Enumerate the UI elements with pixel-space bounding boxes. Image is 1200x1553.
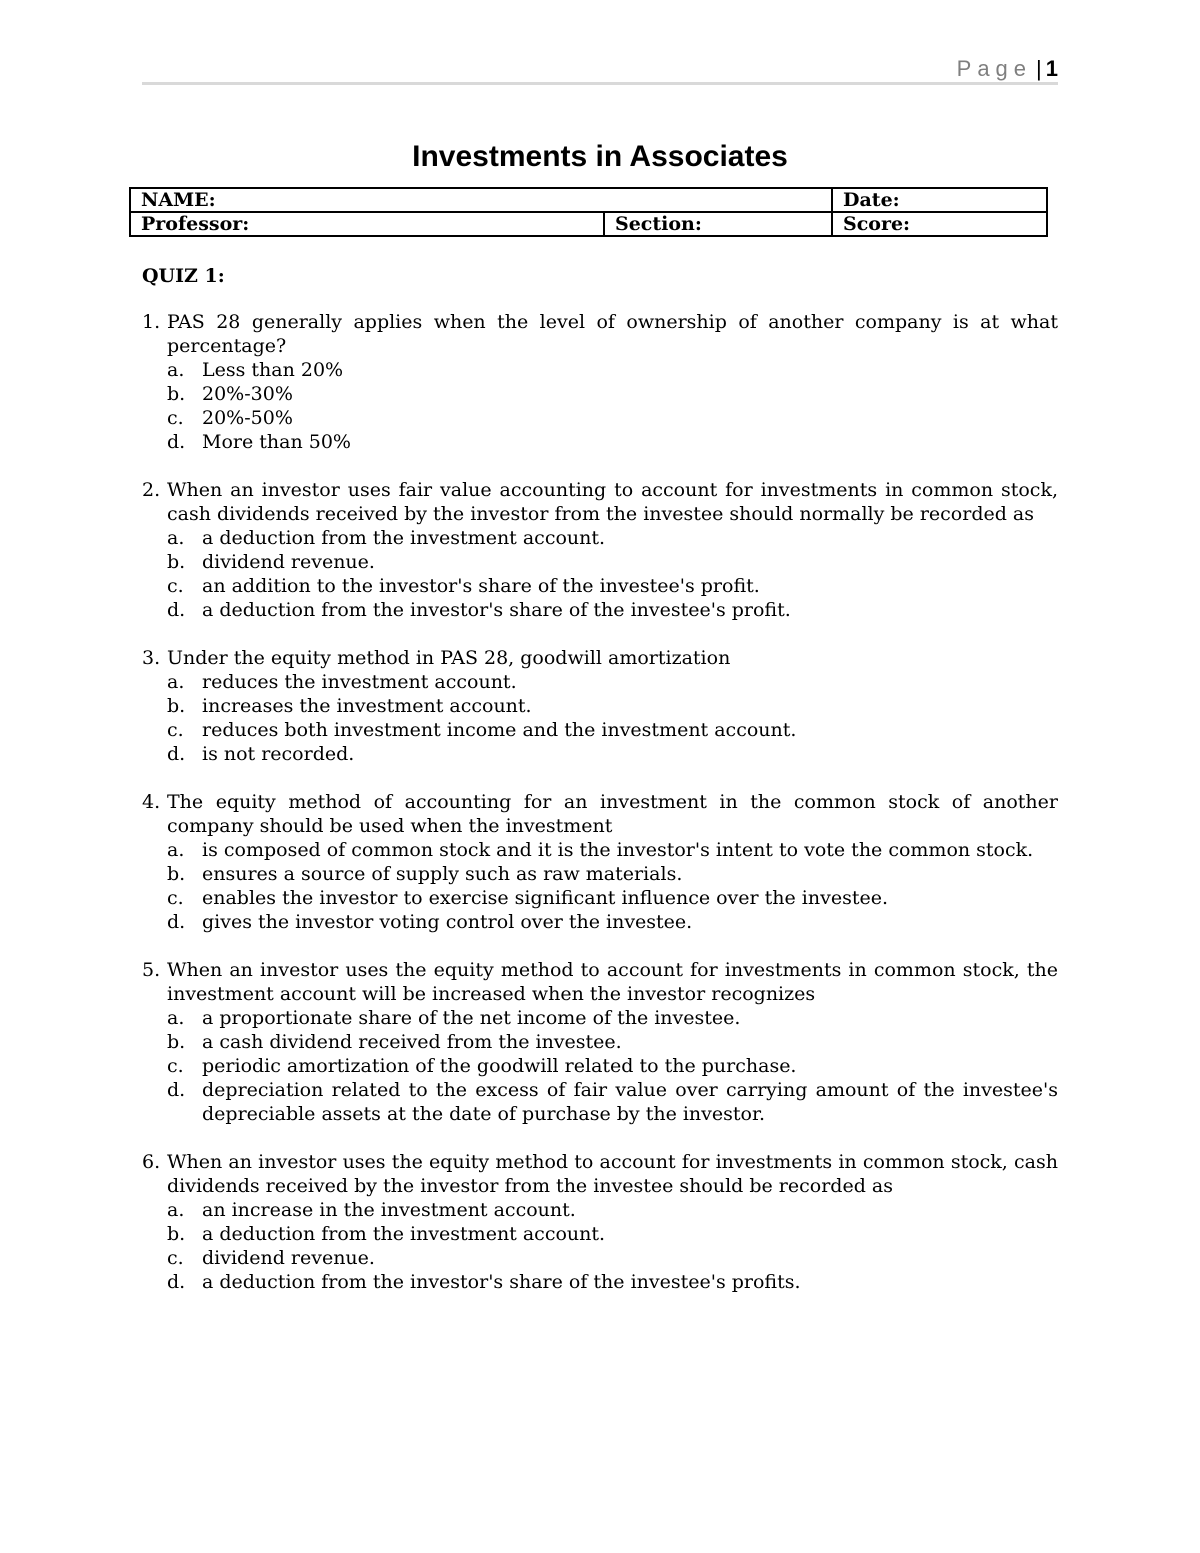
answer-option[interactable] — [167, 670, 1058, 694]
option-text: More than 50% — [202, 431, 351, 453]
option-letter: a. — [167, 527, 185, 549]
question-number: 2. — [142, 479, 161, 501]
question-item — [142, 958, 1058, 1126]
option-text: an addition to the investor's share of the investee's profit. — [202, 575, 760, 597]
option-letter: c. — [167, 719, 184, 741]
option-letter: c. — [167, 1247, 184, 1269]
option-text: 20%-50% — [202, 407, 293, 429]
question-row — [142, 1150, 1058, 1294]
score-field[interactable] — [832, 212, 1047, 236]
question-body — [167, 958, 1058, 1126]
question-text: Under the equity method in PAS 28, goodwill amortization — [167, 647, 731, 669]
question-body — [167, 1150, 1058, 1294]
option-text: is composed of common stock and it is the investor's intent to vote the common stock. — [202, 839, 1034, 861]
question-body — [167, 310, 1058, 454]
option-letter: d. — [167, 599, 186, 621]
question-body — [167, 790, 1058, 934]
question-item — [142, 1150, 1058, 1294]
question-row — [142, 310, 1058, 454]
option-text: gives the investor voting control over the investee. — [202, 911, 693, 933]
answer-option[interactable] — [167, 1030, 1058, 1054]
option-letter: a. — [167, 1007, 185, 1029]
option-text: a cash dividend received from the investee. — [202, 1031, 622, 1053]
option-text: a deduction from the investor's share of the investee's profits. — [202, 1271, 801, 1293]
question-text: When an investor uses the equity method to account for investments in common stock, cash dividends received by the investor from the investee should be recorded as — [167, 1151, 1058, 1197]
answer-option[interactable] — [167, 358, 1058, 382]
option-text: is not recorded. — [202, 743, 355, 765]
option-text: a deduction from the investment account. — [202, 1223, 606, 1245]
page-separator: | — [1036, 56, 1042, 81]
question-row — [142, 790, 1058, 934]
option-text: an increase in the investment account. — [202, 1199, 576, 1221]
answer-option[interactable] — [167, 1270, 1058, 1294]
answer-option[interactable] — [167, 742, 1058, 766]
question-number: 5. — [142, 959, 161, 981]
option-text: dividend revenue. — [202, 551, 375, 573]
option-text: a deduction from the investment account. — [202, 527, 606, 549]
option-letter: d. — [167, 743, 186, 765]
question-item — [142, 790, 1058, 934]
question-item — [142, 646, 1058, 766]
option-text: Less than 20% — [202, 359, 344, 381]
option-text: a proportionate share of the net income of the investee. — [202, 1007, 741, 1029]
question-list — [142, 310, 1058, 1318]
question-row — [142, 958, 1058, 1126]
option-letter: b. — [167, 695, 186, 717]
page-label: Page — [956, 56, 1033, 81]
option-letter: a. — [167, 671, 185, 693]
question-number: 4. — [142, 791, 161, 813]
answer-option[interactable] — [167, 526, 1058, 550]
question-text: PAS 28 generally applies when the level of ownership of another company is at what percentage? — [167, 311, 1058, 357]
answer-option[interactable] — [167, 574, 1058, 598]
option-text: reduces both investment income and the investment account. — [202, 719, 797, 741]
section-field[interactable] — [604, 212, 832, 236]
option-letter: c. — [167, 407, 184, 429]
question-number: 3. — [142, 647, 161, 669]
option-letter: a. — [167, 1199, 185, 1221]
option-text: dividend revenue. — [202, 1247, 375, 1269]
answer-option[interactable] — [167, 694, 1058, 718]
option-letter: a. — [167, 839, 185, 861]
date-label: Date: — [843, 189, 900, 211]
option-letter: b. — [167, 383, 186, 405]
question-text: When an investor uses fair value accounting to account for investments in common stock, cash dividends received by the investor from the investee should normally be recorded as — [167, 479, 1058, 525]
question-item — [142, 310, 1058, 454]
option-letter: d. — [167, 1271, 186, 1293]
name-label: NAME: — [141, 189, 216, 211]
option-letter: b. — [167, 863, 186, 885]
option-letter: d. — [167, 911, 186, 933]
answer-option[interactable] — [167, 1054, 1058, 1078]
option-letter: c. — [167, 1055, 184, 1077]
question-item — [142, 478, 1058, 622]
option-letter: b. — [167, 551, 186, 573]
answer-option[interactable] — [167, 838, 1058, 862]
answer-option[interactable] — [167, 1078, 1058, 1126]
option-letter: b. — [167, 1031, 186, 1053]
option-letter: c. — [167, 887, 184, 909]
option-text: a deduction from the investor's share of the investee's profit. — [202, 599, 791, 621]
option-text: ensures a source of supply such as raw materials. — [202, 863, 683, 885]
answer-option[interactable] — [167, 1006, 1058, 1030]
question-body — [167, 646, 1058, 766]
option-letter: c. — [167, 575, 184, 597]
document-title: Investments in Associates — [412, 140, 788, 173]
option-letter: a. — [167, 359, 185, 381]
page-header — [142, 56, 1058, 85]
professor-label: Professor: — [141, 213, 250, 235]
option-text: increases the investment account. — [202, 695, 532, 717]
date-field[interactable] — [832, 188, 1047, 212]
answer-option[interactable] — [167, 382, 1058, 406]
answer-option[interactable] — [167, 1222, 1058, 1246]
name-field[interactable] — [130, 188, 832, 212]
option-letter: d. — [167, 431, 186, 453]
page-number: 1 — [1045, 56, 1058, 81]
question-text: The equity method of accounting for an investment in the common stock of another company should be used when the investment — [167, 791, 1058, 837]
question-number: 6. — [142, 1151, 161, 1173]
question-row — [142, 646, 1058, 766]
quiz-heading: QUIZ 1: — [142, 265, 225, 287]
answer-option[interactable] — [167, 1198, 1058, 1222]
option-text: periodic amortization of the goodwill related to the purchase. — [202, 1055, 797, 1077]
answer-option[interactable] — [167, 550, 1058, 574]
option-letter: d. — [167, 1079, 186, 1101]
option-text: 20%-30% — [202, 383, 293, 405]
question-number: 1. — [142, 311, 161, 333]
student-info-table — [129, 187, 1048, 237]
option-text: enables the investor to exercise significant influence over the investee. — [202, 887, 889, 909]
option-letter: b. — [167, 1223, 186, 1245]
answer-option[interactable] — [167, 598, 1058, 622]
answer-option[interactable] — [167, 718, 1058, 742]
section-label: Section: — [615, 213, 702, 235]
question-text: When an investor uses the equity method to account for investments in common stock, the investment account will be increased when the investor recognizes — [167, 959, 1058, 1005]
score-label: Score: — [843, 213, 911, 235]
professor-field[interactable] — [130, 212, 604, 236]
answer-option[interactable] — [167, 406, 1058, 430]
answer-option[interactable] — [167, 886, 1058, 910]
answer-option[interactable] — [167, 862, 1058, 886]
answer-option[interactable] — [167, 1246, 1058, 1270]
option-text: depreciation related to the excess of fair value over carrying amount of the investee's depreciable assets at the date of purchase by the investor. — [202, 1079, 1058, 1125]
answer-option[interactable] — [167, 910, 1058, 934]
question-row — [142, 478, 1058, 622]
option-text: reduces the investment account. — [202, 671, 517, 693]
answer-option[interactable] — [167, 430, 1058, 454]
question-body — [167, 478, 1058, 622]
